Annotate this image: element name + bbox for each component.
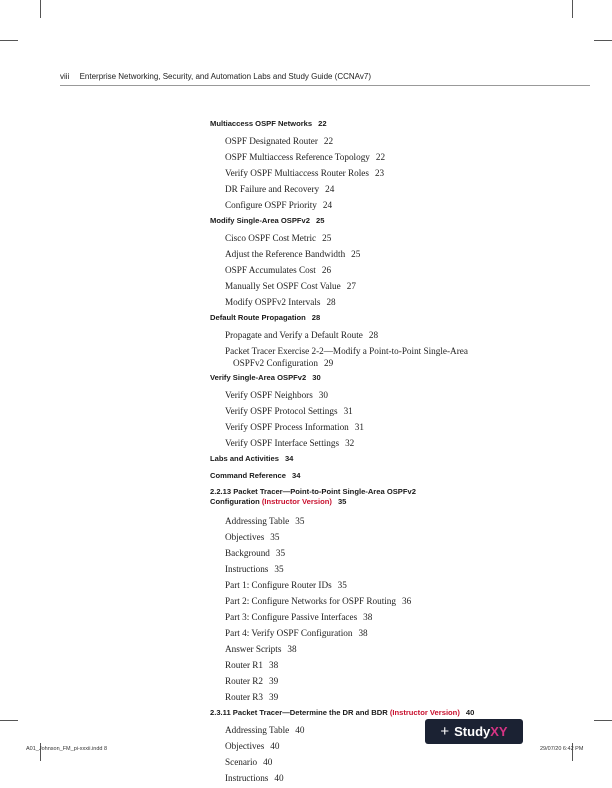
toc-section-heading <box>210 453 602 470</box>
toc-entry <box>210 756 602 772</box>
entry-title: Propagate and Verify a Default Route <box>225 330 363 340</box>
page-ref: 28 <box>326 297 336 307</box>
entry-title: Scenario <box>225 757 258 767</box>
entry-title: Answer Scripts <box>225 644 282 654</box>
toc-entry <box>210 515 602 531</box>
entry-title: Objectives <box>225 532 265 542</box>
toc-entry <box>210 167 602 183</box>
toc-entry <box>210 547 602 563</box>
toc-entry <box>210 627 602 643</box>
entry-title: Part 3: Configure Passive Interfaces <box>225 612 358 622</box>
header-rule <box>60 85 590 86</box>
page-ref: 35 <box>275 548 286 558</box>
toc-entry <box>210 579 602 595</box>
entry-title: Instructions <box>225 564 269 574</box>
page-ref: 35 <box>270 532 280 542</box>
toc-entry <box>210 437 602 453</box>
page-ref: 22 <box>375 152 386 162</box>
page-ref: 24 <box>325 184 335 194</box>
page-ref: 31 <box>343 406 353 416</box>
toc-entry <box>210 405 602 421</box>
section-title: Verify Single-Area OSPFv2 <box>210 373 307 382</box>
page-ref: 25 <box>316 216 325 225</box>
entry-title: Instructions <box>225 773 269 783</box>
entry-title: Objectives <box>225 741 265 751</box>
toc-section-heading <box>210 312 602 329</box>
entry-title: Router R1 <box>225 660 264 670</box>
toc-section-heading <box>210 372 602 389</box>
toc-entry <box>210 659 602 675</box>
toc-entry <box>210 345 515 372</box>
section-title: Default Route Propagation <box>210 313 306 322</box>
entry-title: Verify OSPF Interface Settings <box>225 438 340 448</box>
toc-section-heading <box>210 118 602 135</box>
crop-mark <box>40 0 41 18</box>
plus-icon: + <box>440 723 450 740</box>
studyxy-badge <box>425 719 523 744</box>
toc-entry <box>210 232 602 248</box>
page-ref: 25 <box>322 233 332 243</box>
entry-title: DR Failure and Recovery <box>225 184 320 194</box>
page-ref: 22 <box>323 136 334 146</box>
instructor-version-tag: (Instructor Version) <box>261 497 332 506</box>
entry-title: OSPF Multiaccess Reference Topology <box>225 152 370 162</box>
section-title: Modify Single-Area OSPFv2 <box>210 216 311 225</box>
toc-section-heading <box>210 215 602 232</box>
page-ref: 32 <box>345 438 355 448</box>
page-ref: 26 <box>321 265 332 275</box>
section-title: 2.3.11 Packet Tracer—Determine the DR and BDR <box>210 708 388 717</box>
page-ref: 27 <box>346 281 356 291</box>
entry-title: Addressing Table <box>225 725 290 735</box>
page-ref: 23 <box>374 168 385 178</box>
toc-section-heading <box>210 470 602 487</box>
page-ref: 28 <box>311 313 321 322</box>
entry-title: Verify OSPF Neighbors <box>225 390 313 400</box>
page-ref: 31 <box>354 422 364 432</box>
toc-entry <box>210 675 602 691</box>
toc-entry <box>210 296 602 312</box>
entry-title: OSPF Designated Router <box>225 136 318 146</box>
page-ref: 28 <box>368 330 379 340</box>
section-title: 2.2.13 Packet Tracer—Point-to-Point Single-Area OSPFv2 <box>210 487 416 496</box>
entry-title: Background <box>225 548 270 558</box>
badge-xy-text: XY <box>490 724 508 739</box>
page-ref: 35 <box>337 580 347 590</box>
section-title-cont: Configuration <box>210 497 260 506</box>
toc-entry <box>210 151 602 167</box>
toc-entry <box>210 531 602 547</box>
entry-title-cont: OSPFv2 Configuration <box>233 358 318 368</box>
entry-title: Configure OSPF Priority <box>225 200 317 210</box>
entry-title: Verify OSPF Multiaccess Router Roles <box>225 168 369 178</box>
entry-title-cont-line <box>225 357 515 369</box>
entry-title: Verify OSPF Process Information <box>225 422 349 432</box>
page-ref: 39 <box>269 676 279 686</box>
toc-entry <box>210 280 602 296</box>
entry-title: Part 2: Configure Networks for OSPF Routing <box>225 596 396 606</box>
page-ref: 38 <box>287 644 297 654</box>
running-header <box>60 72 371 81</box>
page-number: viii <box>60 72 70 81</box>
toc-entry <box>210 264 602 280</box>
toc-section-heading <box>210 707 602 724</box>
entry-title: Cisco OSPF Cost Metric <box>225 233 317 243</box>
page-ref: 34 <box>291 471 301 480</box>
page-ref: 25 <box>351 249 361 259</box>
entry-title: Router R2 <box>225 676 264 686</box>
table-of-contents <box>210 118 602 788</box>
page-ref: 39 <box>269 692 279 702</box>
toc-entry <box>210 772 602 788</box>
section-title: Multiaccess OSPF Networks <box>210 119 313 128</box>
section-title: Labs and Activities <box>210 454 279 463</box>
page-ref: 35 <box>337 497 347 506</box>
toc-section-heading <box>210 487 602 515</box>
print-timestamp: 29/07/20 6:42 PM <box>540 746 584 752</box>
page-ref: 40 <box>295 725 305 735</box>
entry-title: Adjust the Reference Bandwidth <box>225 249 346 259</box>
page-ref: 35 <box>274 564 284 574</box>
entry-title: Part 4: Verify OSPF Configuration <box>225 628 353 638</box>
book-title: Enterprise Networking, Security, and Automation Labs and Study Guide (CCNAv7) <box>79 72 371 81</box>
entry-title: Manually Set OSPF Cost Value <box>225 281 341 291</box>
entry-title: Addressing Table <box>225 516 290 526</box>
toc-entry <box>210 135 602 151</box>
entry-title: Packet Tracer Exercise 2-2—Modify a Point-to-Point Single-Area <box>225 346 468 356</box>
page-ref: 30 <box>318 390 328 400</box>
page-ref: 38 <box>269 660 279 670</box>
page-ref: 40 <box>270 741 280 751</box>
page-ref: 29 <box>324 358 334 368</box>
toc-entry <box>210 389 602 405</box>
toc-entry <box>210 248 602 264</box>
toc-entry <box>210 421 602 437</box>
toc-entry <box>210 691 602 707</box>
page-ref: 40 <box>465 708 475 717</box>
page-ref: 40 <box>274 773 284 783</box>
page-ref: 40 <box>263 757 273 767</box>
entry-title: Modify OSPFv2 Intervals <box>225 297 321 307</box>
page-ref: 38 <box>358 628 368 638</box>
entry-title: Router R3 <box>225 692 264 702</box>
file-slug: A01_Johnson_FM_pi-xxxii.indd 8 <box>26 746 108 752</box>
crop-mark <box>0 40 18 41</box>
entry-title: Verify OSPF Protocol Settings <box>225 406 338 416</box>
toc-entry <box>210 643 602 659</box>
page-ref: 30 <box>312 373 321 382</box>
crop-mark <box>594 40 612 41</box>
crop-mark <box>572 0 573 18</box>
entry-title: OSPF Accumulates Cost <box>225 265 316 275</box>
page-ref: 38 <box>363 612 373 622</box>
instructor-version-tag: (Instructor Version) <box>389 708 460 717</box>
page-ref: 24 <box>322 200 333 210</box>
section-title: Command Reference <box>210 471 286 480</box>
toc-entry <box>210 563 602 579</box>
toc-entry <box>210 611 602 627</box>
toc-entry <box>210 183 602 199</box>
page-ref: 34 <box>284 454 294 463</box>
toc-entry <box>210 329 602 345</box>
entry-title: Part 1: Configure Router IDs <box>225 580 332 590</box>
toc-entry <box>210 724 602 740</box>
page-ref: 22 <box>318 119 327 128</box>
crop-mark <box>0 720 18 721</box>
toc-entry <box>210 199 602 215</box>
page-ref: 36 <box>402 596 412 606</box>
badge-study-text: Study <box>454 724 491 739</box>
page-ref: 35 <box>295 516 305 526</box>
toc-entry <box>210 595 602 611</box>
